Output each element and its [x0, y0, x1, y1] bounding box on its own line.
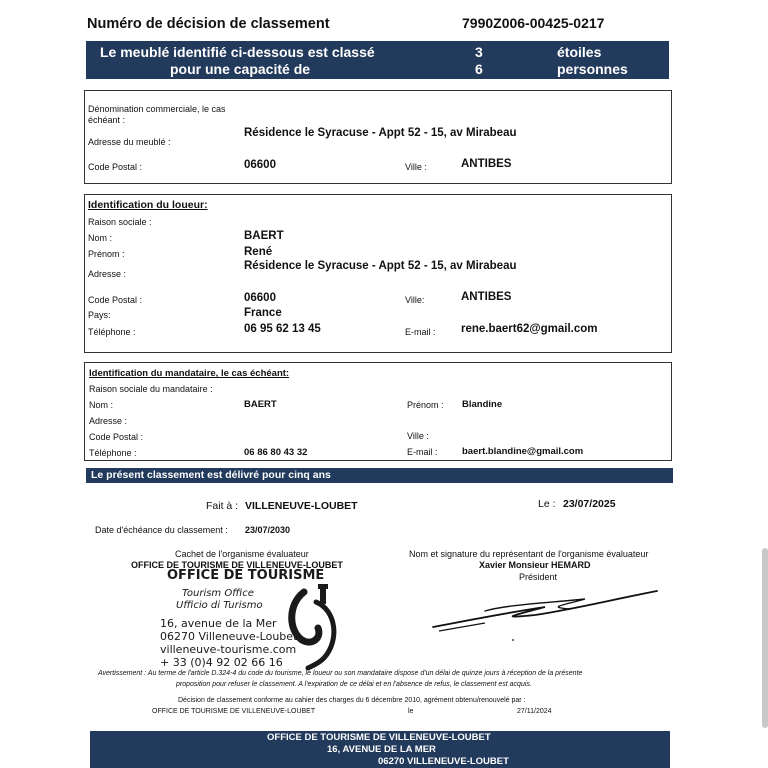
owner-section-title: Identification du loueur: [88, 199, 208, 211]
vertical-scrollbar[interactable] [762, 548, 768, 728]
stars-value: 3 [475, 44, 483, 60]
issue-date-value: 23/07/2025 [563, 498, 616, 510]
owner-firstname-label: Prénom : [88, 249, 125, 259]
owner-address-label: Adresse : [88, 269, 127, 279]
owner-phone-label: Téléphone : [88, 327, 136, 337]
property-city-value: ANTIBES [461, 158, 512, 170]
agent-name-label: Nom : [89, 400, 114, 410]
agent-name-value: BAERT [244, 399, 277, 410]
notice-approval-org: OFFICE DE TOURISME DE VILLENEUVE-LOUBET [152, 708, 316, 715]
notice-line-3: Décision de classement conforme au cahier des charges du 6 décembre 2010, agrément obtenu/renouvelé par : [178, 697, 526, 704]
owner-country-label: Pays: [88, 310, 111, 320]
agent-phone-label: Téléphone : [89, 448, 137, 458]
owner-phone-value: 06 95 62 13 45 [244, 323, 321, 335]
footer-line-3: 06270 VILLENEUVE-LOUBET [378, 756, 509, 767]
validity-text: Le présent classement est délivré pour cinq ans [91, 469, 331, 481]
expiry-value: 23/07/2030 [245, 525, 291, 535]
signatory-name: Xavier Monsieur HEMARD [479, 560, 591, 570]
signatory-role: Président [519, 572, 558, 582]
issue-place-value: VILLENEUVE-LOUBET [245, 500, 358, 512]
owner-postal-value: 06600 [244, 292, 276, 304]
stamp-caption: Cachet de l'organisme évaluateur [175, 549, 309, 559]
banner-line-2: pour une capacité de [170, 61, 311, 77]
agent-email-label: E-mail : [407, 447, 438, 457]
signature-image [425, 585, 665, 650]
classification-banner [86, 41, 669, 79]
agent-address-label: Adresse : [89, 416, 128, 426]
owner-postal-label: Code Postal : [88, 295, 143, 305]
owner-email-value: rene.baert62@gmail.com [461, 323, 598, 335]
owner-name-label: Nom : [88, 233, 113, 243]
signature-caption: Nom et signature du représentant de l'organisme évaluateur [409, 549, 649, 559]
agent-email-value: baert.blandine@gmail.com [462, 446, 584, 457]
validity-bar [86, 468, 673, 483]
owner-country-value: France [244, 307, 282, 319]
property-postal-label: Code Postal : [88, 162, 143, 172]
footer-bar [90, 731, 670, 768]
stamp-address-1: 16, avenue de la Mer [160, 617, 277, 630]
stamp-org: OFFICE DE TOURISME DE VILLENEUVE-LOUBET [131, 560, 343, 570]
owner-company-label: Raison sociale : [88, 217, 152, 227]
stamp-address-2: 06270 Villeneuve-Loubet [160, 630, 298, 643]
agent-box [84, 362, 672, 461]
owner-email-label: E-mail : [405, 327, 436, 337]
issue-date-label: Le : [538, 498, 556, 510]
agent-firstname-value: Blandine [462, 399, 503, 410]
notice-approval-le: le [408, 708, 414, 715]
decision-number-label: Numéro de décision de classement [87, 16, 330, 32]
capacity-label: personnes [557, 61, 628, 77]
property-box [84, 90, 672, 184]
footer-line-1: OFFICE DE TOURISME DE VILLENEUVE-LOUBET [267, 732, 491, 743]
agent-company-label: Raison sociale du mandataire : [89, 384, 213, 394]
notice-line-2: proposition pour refuser le classement. A l'expiration de ce délai et en l'absence de refus, le classement est acquis. [176, 681, 532, 688]
property-city-label: Ville : [405, 162, 427, 172]
footer-line-2: 16, AVENUE DE LA MER [327, 744, 436, 755]
owner-name-value: BAERT [244, 230, 284, 242]
agent-firstname-label: Prénom : [407, 400, 444, 410]
agent-phone-value: 06 86 80 43 32 [244, 447, 308, 458]
tourism-office-logo [284, 582, 342, 672]
stars-label: étoiles [557, 44, 602, 60]
stamp-website: villeneuve-tourisme.com [160, 643, 297, 656]
issue-place-label: Fait à : [206, 500, 239, 512]
stamp-italian: Ufficio di Turismo [176, 600, 263, 611]
stamp-title: OFFICE DE TOURISME [167, 568, 325, 583]
banner-line-1: Le meublé identifié ci-dessous est classé [100, 44, 375, 60]
owner-box [84, 194, 672, 353]
agent-postal-label: Code Postal : [89, 432, 144, 442]
property-address-value: Résidence le Syracuse - Appt 52 - 15, av Mirabeau [244, 127, 517, 139]
property-address-label: Adresse du meublé : [88, 137, 171, 147]
decision-number-value: 7990Z006-00425-0217 [462, 15, 605, 31]
owner-city-label: Ville: [405, 295, 425, 305]
capacity-value: 6 [475, 61, 483, 77]
notice-approval-date: 27/11/2024 [517, 708, 552, 715]
owner-address-value: Résidence le Syracuse - Appt 52 - 15, av Mirabeau [244, 260, 517, 272]
owner-firstname-value: René [244, 246, 273, 258]
property-postal-value: 06600 [244, 159, 276, 171]
owner-city-value: ANTIBES [461, 291, 512, 303]
expiry-label: Date d'échéance du classement : [95, 525, 228, 535]
denomination-label: Dénomination commerciale, le cas échéant : [88, 104, 226, 125]
stamp-english: Tourism Office [182, 588, 254, 599]
agent-section-title: Identification du mandataire, le cas échéant: [89, 368, 290, 379]
agent-city-label: Ville : [407, 431, 429, 441]
stamp-phone: + 33 (0)4 92 02 66 16 [160, 656, 283, 669]
notice-line-1: Avertissement : Au terme de l'article D.324-4 du code du tourisme, le loueur ou son mandataire dispose d'un délai de quinze jours à réception de la présente [98, 670, 583, 677]
